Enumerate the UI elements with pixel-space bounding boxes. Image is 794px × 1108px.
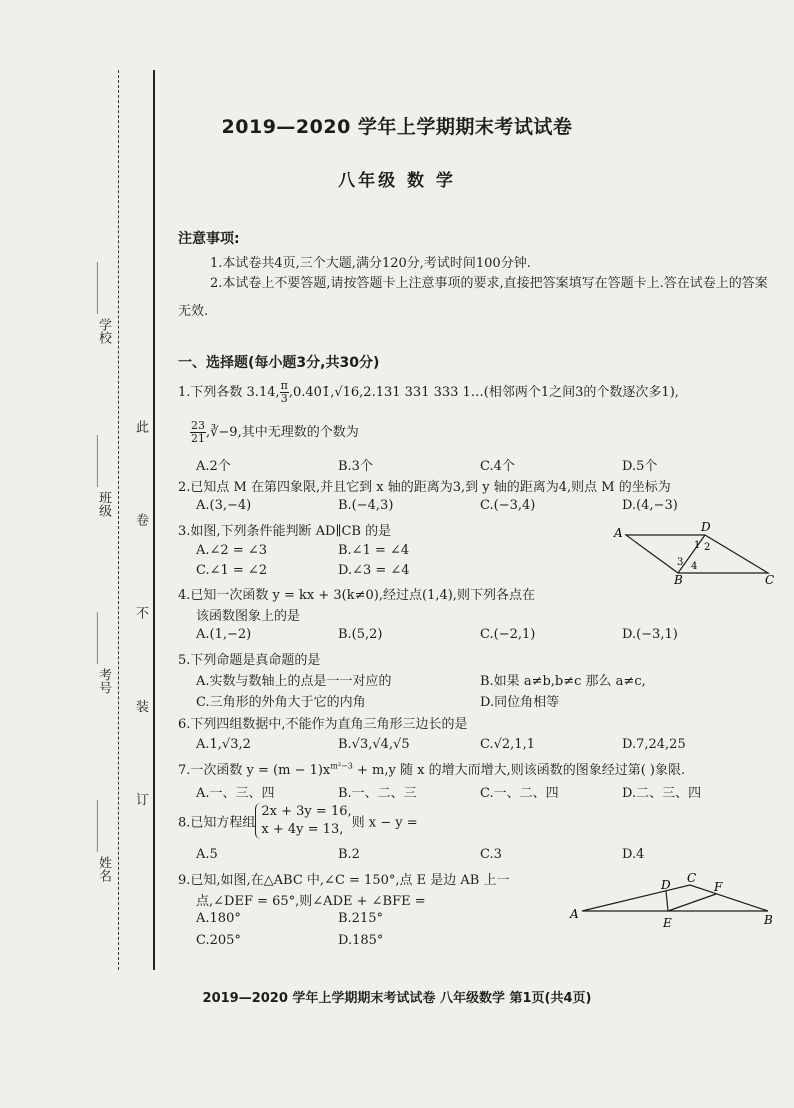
page-footer: 2019—2020 学年上学期期末考试试卷 八年级数学 第1页(共4页): [202, 991, 592, 1006]
q9-option-a: A.180°: [196, 911, 241, 926]
q5-option-b: B.如果 a≠b,b≠c 那么 a≠c,: [480, 674, 646, 689]
q4-option-b: B.(5,2): [338, 627, 383, 642]
q7-option-a: A.一、三、四: [196, 786, 275, 801]
q9-option-d: D.185°: [338, 933, 384, 948]
q4-stem-2: 该函数图象上的是: [196, 609, 301, 624]
q9-label-d: D: [661, 878, 671, 892]
name-blank: ________: [96, 800, 111, 852]
q3-option-b: B.∠1 = ∠4: [338, 543, 410, 558]
q4-option-d: D.(−3,1): [622, 627, 678, 642]
q1-frac2-num: 23: [191, 419, 205, 432]
q1-option-d: D.5个: [622, 459, 658, 474]
number-blank: ________: [96, 612, 111, 664]
q7-option-c: C.一、二、四: [480, 786, 559, 801]
q9-segment-ef: [668, 894, 716, 911]
name-field: [94, 800, 113, 882]
q1-stem-c: ,∛−9,其中无理数的个数为: [206, 425, 359, 440]
exam-subtitle: 八年级 数 学: [338, 171, 456, 191]
q8-eq1: 2x + 3y = 16,: [261, 804, 352, 819]
q1-frac-pi-num: π: [280, 379, 288, 392]
q3-angle-3: 3: [677, 557, 684, 568]
q1-stem-line2: [190, 420, 359, 445]
number-label: 考号: [96, 668, 111, 695]
class-blank: ________: [96, 435, 111, 487]
q5-option-d: D.同位角相等: [480, 695, 560, 710]
q2-option-a: A.(3,−4): [196, 498, 252, 513]
q9-figure: [566, 870, 782, 932]
q9-option-c: C.205°: [196, 933, 241, 948]
q9-stem-2: 点,∠DEF = 65°,则∠ADE + ∠BFE =: [196, 894, 426, 909]
q4-option-a: A.(1,−2): [196, 627, 252, 642]
q8-option-a: A.5: [196, 847, 218, 862]
q9-option-b: B.215°: [338, 911, 383, 926]
q6-stem: 6.下列四组数据中,不能作为直角三角形三边长的是: [178, 717, 468, 732]
q2-option-b: B.(−4,3): [338, 498, 394, 513]
exam-title: 2019—2020 学年上学期期末考试试卷: [221, 116, 573, 138]
q9-label-a: A: [570, 907, 579, 921]
q1-frac-pi-den: 3: [280, 392, 288, 405]
q2-option-c: C.(−3,4): [480, 498, 536, 513]
class-label: 班级: [96, 491, 111, 518]
q3-stem: 3.如图,下列条件能判断 AD∥CB 的是: [178, 524, 392, 539]
notice-heading: 注意事项:: [178, 231, 240, 247]
q7-stem: [178, 759, 685, 778]
q5-stem: 5.下列命题是真命题的是: [178, 653, 321, 668]
q3-option-c: C.∠1 = ∠2: [196, 563, 268, 578]
q9-label-c: C: [687, 871, 697, 885]
q7-exponent: m²−3: [330, 761, 353, 771]
q3-label-d: D: [701, 520, 711, 534]
q9-label-e: E: [663, 916, 672, 930]
q3-option-d: D.∠3 = ∠4: [338, 563, 410, 578]
q3-angle-2: 2: [704, 542, 711, 553]
notice-item-1: 1.本试卷共4页,三个大题,满分120分,考试时间100分钟.: [210, 256, 531, 271]
q6-option-d: D.7,24,25: [622, 737, 686, 752]
q9-segment-de: [666, 891, 668, 911]
school-blank: ________: [96, 262, 111, 314]
q8-option-d: D.4: [622, 847, 645, 862]
q1-stem-b: ,0.40̇1̇,√16,2.131 331 333 1…(相邻两个1之间3的个数逐次多1),: [288, 385, 679, 400]
q7-option-b: B.一、二、三: [338, 786, 417, 801]
q1-stem-line1: [178, 380, 679, 405]
q1-frac-pi: [280, 380, 289, 405]
school-field: [94, 262, 113, 344]
number-field: [94, 612, 113, 694]
q1-option-c: C.4个: [480, 459, 515, 474]
q6-option-c: C.√2,1,1: [480, 737, 535, 752]
q1-stem-a: 1.下列各数 3.14,: [178, 385, 280, 400]
q7-stem-a: 7.一次函数 y = (m − 1)x: [178, 763, 331, 778]
q2-option-d: D.(4,−3): [622, 498, 678, 513]
q1-option-a: A.2个: [196, 459, 231, 474]
q8-stem-a: 8.已知方程组: [178, 815, 256, 831]
q8-stem: [178, 803, 418, 839]
q9-stem-1: 9.已知,如图,在△ABC 中,∠C = 150°,点 E 是边 AB 上一: [178, 873, 510, 888]
q8-eq2: x + 4y = 13,: [261, 822, 344, 837]
class-field: [94, 435, 113, 517]
q4-stem-1: 4.已知一次函数 y = kx + 3(k≠0),经过点(1,4),则下列各点在: [178, 588, 535, 603]
name-label: 姓名: [96, 856, 111, 883]
q1-frac-2: [190, 420, 206, 445]
q8-stem-b: 则 x − y =: [351, 815, 418, 831]
q9-label-b: B: [764, 913, 773, 927]
q5-option-a: A.实数与数轴上的点是一一对应的: [196, 674, 392, 689]
seal-text: 此 卷 不 装 订: [133, 420, 148, 844]
school-label: 学校: [96, 318, 111, 345]
q8-option-b: B.2: [338, 847, 360, 862]
q5-option-c: C.三角形的外角大于它的内角: [196, 695, 366, 710]
q2-stem: 2.已知点 M 在第四象限,并且它到 x 轴的距离为3,到 y 轴的距离为4,则点 M 的坐标为: [178, 480, 671, 495]
q9-label-f: F: [714, 880, 723, 894]
binding-line-inner: [153, 70, 155, 970]
q1-frac2-den: 21: [191, 432, 205, 445]
q8-option-c: C.3: [480, 847, 502, 862]
section-heading: 一、选择题(每小题3分,共30分): [178, 355, 380, 371]
q3-figure: [608, 518, 788, 586]
q3-option-a: A.∠2 = ∠3: [196, 543, 268, 558]
q3-angle-4: 4: [691, 561, 698, 572]
notice-item-2: 2.本试卷上不要答题,请按答题卡上注意事项的要求,直接把答案填写在答题卡上.答在试卷上的答案无效.: [178, 276, 768, 319]
q7-option-d: D.二、三、四: [622, 786, 702, 801]
q9-triangle-abc: [582, 885, 768, 911]
binding-line-outer: [118, 70, 119, 970]
q4-option-c: C.(−2,1): [480, 627, 536, 642]
q3-label-b: B: [674, 573, 683, 586]
q7-stem-b: + m,y 随 x 的增大而增大,则该函数的图象经过第( )象限.: [352, 763, 686, 778]
q6-option-a: A.1,√3,2: [196, 737, 251, 752]
q3-label-a: A: [614, 526, 623, 540]
q3-angle-1: 1: [694, 540, 701, 551]
q3-label-c: C: [765, 573, 775, 586]
q8-equation-system: [255, 803, 351, 839]
q6-option-b: B.√3,√4,√5: [338, 737, 410, 752]
q1-option-b: B.3个: [338, 459, 373, 474]
